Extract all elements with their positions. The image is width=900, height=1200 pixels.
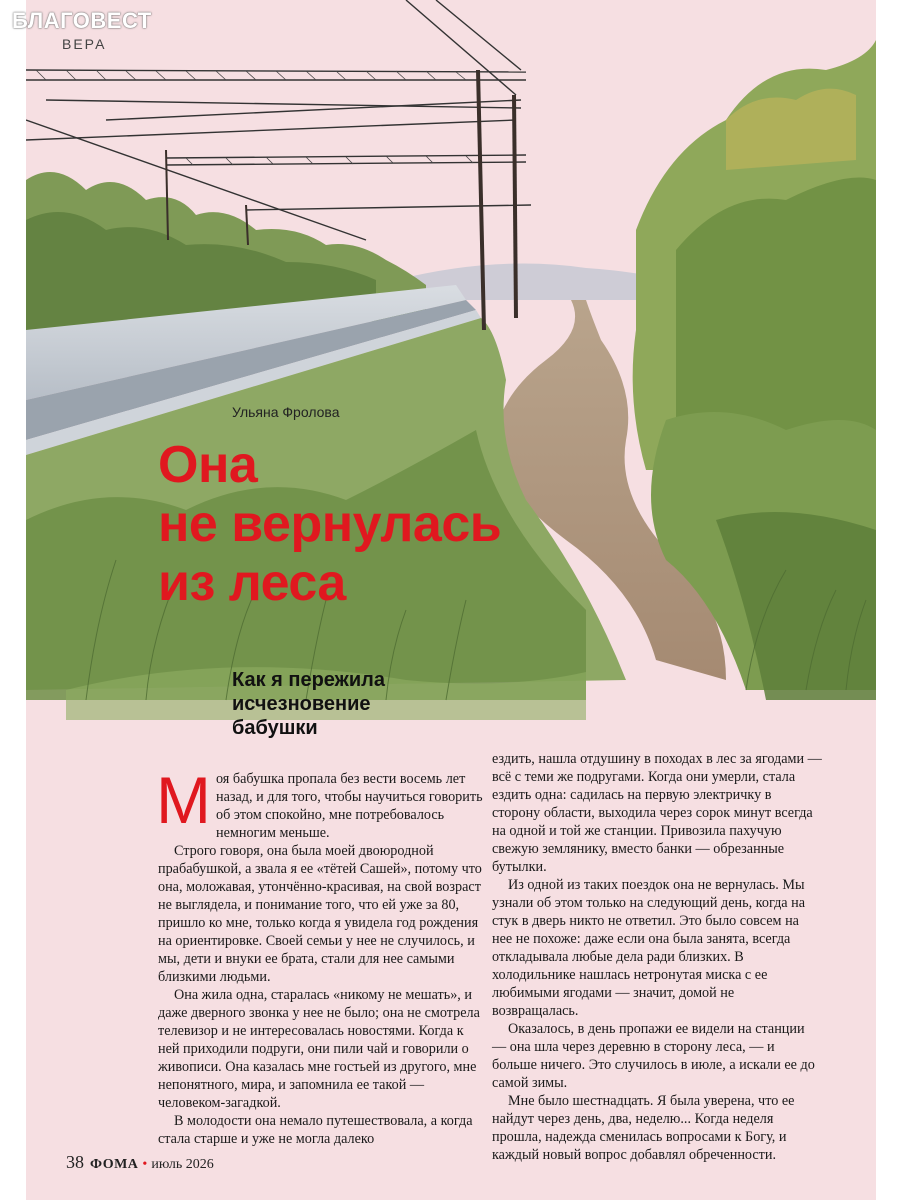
subtitle-line: бабушки [232,717,318,739]
separator-dot: • [142,1157,148,1172]
watermark-section: ВЕРА [62,36,107,52]
title-line: Она [158,436,258,494]
subtitle-line: Как я пережила [232,669,385,691]
paragraph [156,763,488,842]
paragraph: Мне было шестнадцать. Я была уверена, что ее найдут через день, два, неделю... Когда неделя прошла, надежда сменилась вопросами к Богу, и каждый новый вопрос добавлял обреченности. [492,1093,795,1163]
article-subtitle [232,668,492,740]
paragraph: Строго говоря, она была моей двоюродной прабабушкой, а звала я ее «тётей Сашей», потому что она, моложавая, утончённо-красивая, на свой возраст не выглядела, и понимание того, что ей уже за 80, пришло ко мне, только когда я увидела год рождения на ориентировке. Своей семьи у нее не случилось, и мы, дети и внуки ее брата, стали для нее самыми близкими людьми. [158,843,482,985]
paragraph: ездить, нашла отдушину в походах в лес за ягодами — всё с теми же подругами. Когда они умерли, стала ездить одна: садилась на первую электричку в сторону области, выходила через сорок минут всегда на одной и той же станции. Привозила пахучую свежую землянику, вместо банки — обрезанные бутылки. [492,751,822,875]
title-line: не вернулась [158,495,502,553]
watermark-brand: БЛАГОВЕСТ [12,8,152,33]
paragraph: В молодости она немало путешествовала, а когда стала старше и уже не могла далеко [158,1113,473,1147]
article-author: Ульяна Фролова [232,404,340,420]
page-footer [66,1152,214,1173]
page-number: 38 [66,1152,84,1172]
paragraph: Из одной из таких поездок она не вернулась. Мы узнали об этом только на следующий день, когда на стук в дверь никто не ответил. Это было совсем на нее не похоже: даже если она была занята, всегда откладывала любые дела ради близких. В холодильнике нашлась нетронутая миска с ее любимыми ягодами — значит, домой не возвращалась. [492,877,806,1019]
subtitle-line: исчезновение [232,693,371,715]
paragraph: Оказалось, в день пропажи ее видели на станции — она шла через деревню в сторону леса, — и больше ничего. Это случилось в июле, а искали ее до самой зимы. [492,1021,815,1091]
article-column-2 [492,750,822,1164]
article-column-1 [156,763,488,1148]
paragraph: Она жила одна, старалась «никому не мешать», и даже дверного звонка у нее не было; она не смотрела телевизор и не интересовалась новостями. Когда к ней приходили подруги, они пили чай и говорили о живописи. Она казалась мне гостьей из другого, мне непонятного, мира, и запомнила ее такой — человеком-загадкой. [158,987,480,1111]
paragraph-text: оя бабушка пропала без вести восемь лет назад, и для того, чтобы научиться говорить об этом спокойно, мне потребовалось немногим меньше. [215,771,483,841]
article-title [158,436,718,613]
issue-date: июль 2026 [151,1157,214,1172]
drop-cap: М [156,763,211,837]
magazine-name: ФОМА [90,1157,139,1172]
title-line: из леса [158,554,346,612]
